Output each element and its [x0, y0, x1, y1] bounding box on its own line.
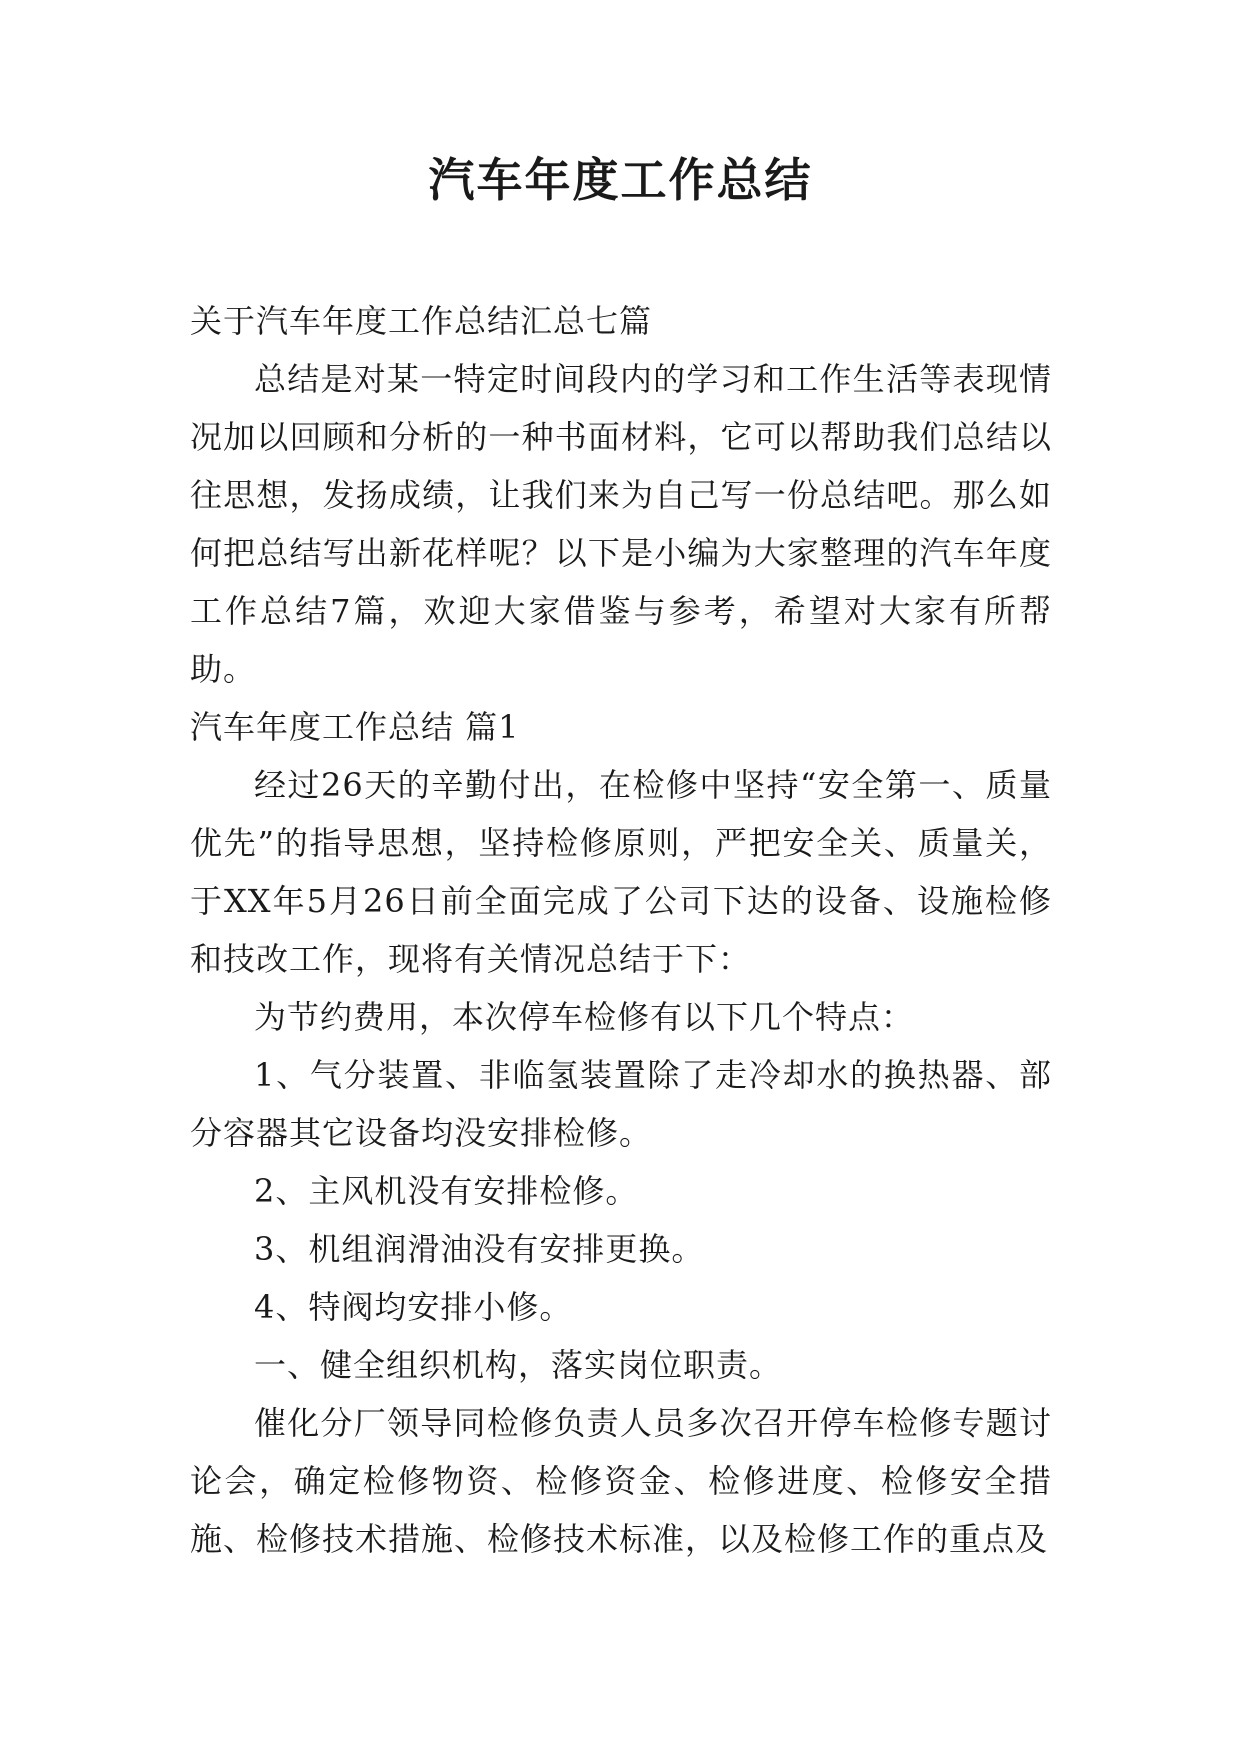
body-paragraph: 为节约费用，本次停车检修有以下几个特点：	[254, 998, 915, 1036]
collection-heading: 关于汽车年度工作总结汇总七篇	[190, 302, 653, 340]
list-item: 2、主风机没有安排检修。	[254, 1172, 639, 1210]
list-item: 1、气分装置、非临氢装置除了走冷却水的换热器、部分容器其它设备均没安排检修。	[190, 1056, 1052, 1152]
body-paragraph: 催化分厂领导同检修负责人员多次召开停车检修专题讨论会，确定检修物资、检修资金、检修进度、检修安全措施、检修技术措施、检修技术标准，以及检修工作的重点及	[190, 1404, 1052, 1558]
section-heading-1: 汽车年度工作总结 篇1	[190, 708, 520, 746]
list-item: 3、机组润滑油没有安排更换。	[254, 1230, 705, 1268]
list-item: 4、特阀均安排小修。	[254, 1288, 573, 1326]
document-title: 汽车年度工作总结	[428, 153, 813, 207]
intro-paragraph: 总结是对某一特定时间段内的学习和工作生活等表现情况加以回顾和分析的一种书面材料，它可以帮助我们总结以往思想，发扬成绩，让我们来为自己写一份总结吧。那么如何把总结写出新花样呢？以下是小编为大家整理的汽车年度工作总结7篇，欢迎大家借鉴与参考，希望对大家有所帮助。	[190, 360, 1052, 688]
document-body	[190, 292, 1052, 1568]
body-paragraph: 经过26天的辛勤付出，在检修中坚持“安全第一、质量优先”的指导思想，坚持检修原则，严把安全关、质量关，于XX年5月26日前全面完成了公司下达的设备、设施检修和技改工作，现将有关情况总结于下：	[190, 766, 1052, 978]
subsection-heading: 一、健全组织机构，落实岗位职责。	[254, 1346, 783, 1384]
